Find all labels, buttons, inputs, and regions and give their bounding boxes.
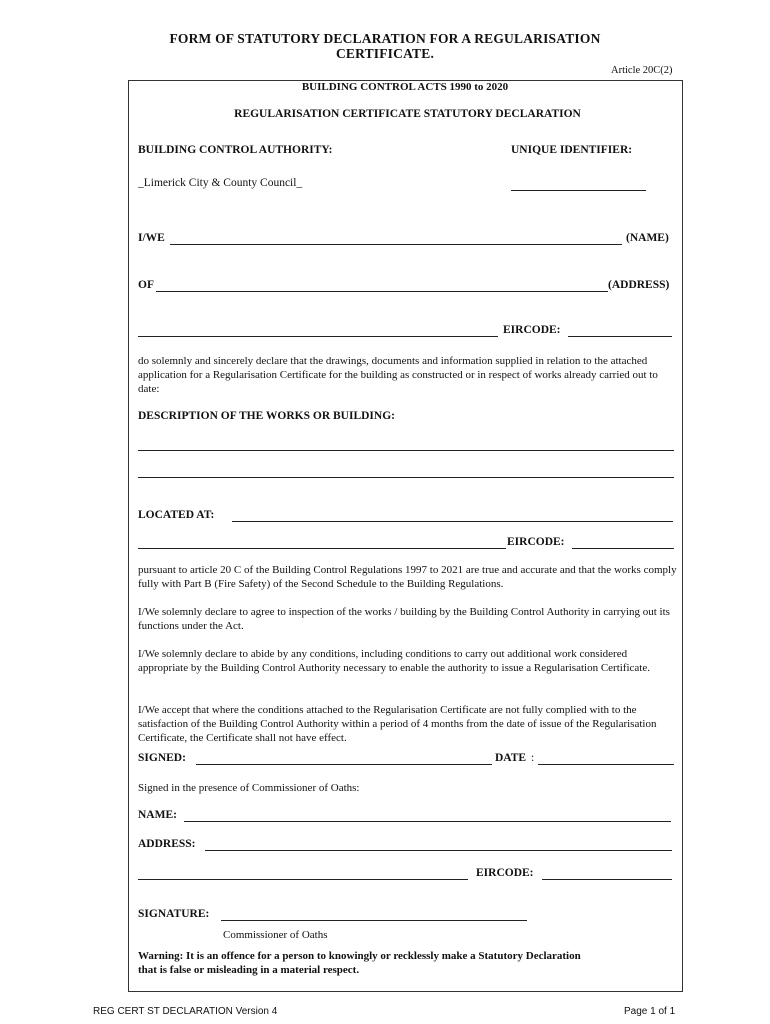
date-input[interactable] [538, 764, 674, 765]
identifier-input[interactable] [511, 190, 646, 191]
presence-text: Signed in the presence of Commissioner of Oaths: [138, 782, 360, 794]
commissioner-address-input[interactable] [205, 850, 672, 851]
commissioner-caption: Commissioner of Oaths [223, 929, 328, 941]
commissioner-address-label: ADDRESS: [138, 838, 196, 850]
footer-page: Page 1 of 1 [624, 1006, 676, 1017]
commissioner-name-label: NAME: [138, 809, 177, 821]
commissioner-name-input[interactable] [184, 821, 671, 822]
authority-value: _Limerick City & County Council_ [138, 177, 303, 189]
acts-heading: BUILDING CONTROL ACTS 1990 to 2020 [301, 81, 509, 93]
signature-label: SIGNATURE: [138, 908, 210, 920]
eircode-label-3: EIRCODE: [476, 867, 534, 879]
name-suffix: (NAME) [626, 232, 669, 244]
description-input-line1[interactable] [138, 450, 674, 451]
footer-version: REG CERT ST DECLARATION Version 4 [93, 1006, 278, 1017]
accept-paragraph: I/We accept that where the conditions attached to the Regularisation Certificate are not fully complied with to the satisfaction of the Building Control Authority within a period of 4 months from the date of issue of the Regularisation Certificate, the Certificate shall not have effect. [138, 704, 657, 744]
form-subtitle: REGULARISATION CERTIFICATE STATUTORY DECLARATION [234, 108, 581, 120]
article-ref: Article 20C(2) [611, 65, 673, 76]
address-input[interactable] [156, 291, 608, 292]
iwe-label: I/WE [138, 232, 165, 244]
form-box [128, 80, 683, 992]
located-input-line2[interactable] [138, 548, 506, 549]
signed-input[interactable] [196, 764, 492, 765]
date-label: DATE [495, 752, 527, 764]
located-label: LOCATED AT: [138, 509, 215, 521]
description-input-line2[interactable] [138, 477, 674, 478]
eircode-input-2[interactable] [572, 548, 674, 549]
address-line2-input[interactable] [138, 336, 498, 337]
address-suffix: (ADDRESS) [608, 279, 670, 291]
warning-line1: Warning: It is an offence for a person to knowingly or recklessly make a Statutory Declaration [138, 950, 581, 962]
commissioner-address-line2-input[interactable] [138, 879, 468, 880]
eircode-label-2: EIRCODE: [507, 536, 565, 548]
of-label: OF [138, 279, 154, 291]
authority-label: BUILDING CONTROL AUTHORITY: [138, 144, 333, 156]
description-label: DESCRIPTION OF THE WORKS OR BUILDING: [138, 410, 395, 422]
form-title-line1: FORM OF STATUTORY DECLARATION FOR A REGULARISATION [169, 31, 601, 46]
eircode-input-3[interactable] [542, 879, 672, 880]
declare-paragraph: do solemnly and sincerely declare that the drawings, documents and information supplied in relation to the attached application for a Regularisation Certificate for the building as constructed or in respect of works already carried out to date: [138, 355, 658, 395]
name-input[interactable] [170, 244, 622, 245]
pursuant-paragraph: pursuant to article 20 C of the Building Control Regulations 1997 to 2021 are true and accurate and that the works comply fully with Part B (Fire Safety) of the Second Schedule to the Building Regulations. [138, 564, 677, 590]
signature-input[interactable] [221, 920, 527, 921]
signed-label: SIGNED: [138, 752, 186, 764]
date-colon: : [531, 752, 535, 764]
eircode-input[interactable] [568, 336, 672, 337]
inspection-paragraph: I/We solemnly declare to agree to inspection of the works / building by the Building Control Authority in carrying out its functions under the Act. [138, 606, 670, 632]
identifier-label: UNIQUE IDENTIFIER: [511, 144, 633, 156]
conditions-paragraph: I/We solemnly declare to abide by any conditions, including conditions to carry out additional work considered appropriate by the Building Control Authority necessary to enable the authority to issue a Regularisation Certificate. [138, 648, 650, 674]
located-input[interactable] [232, 521, 673, 522]
eircode-label: EIRCODE: [503, 324, 561, 336]
warning-line2: that is false or misleading in a material respect. [138, 964, 360, 976]
form-title-line2: CERTIFICATE. [335, 46, 435, 61]
